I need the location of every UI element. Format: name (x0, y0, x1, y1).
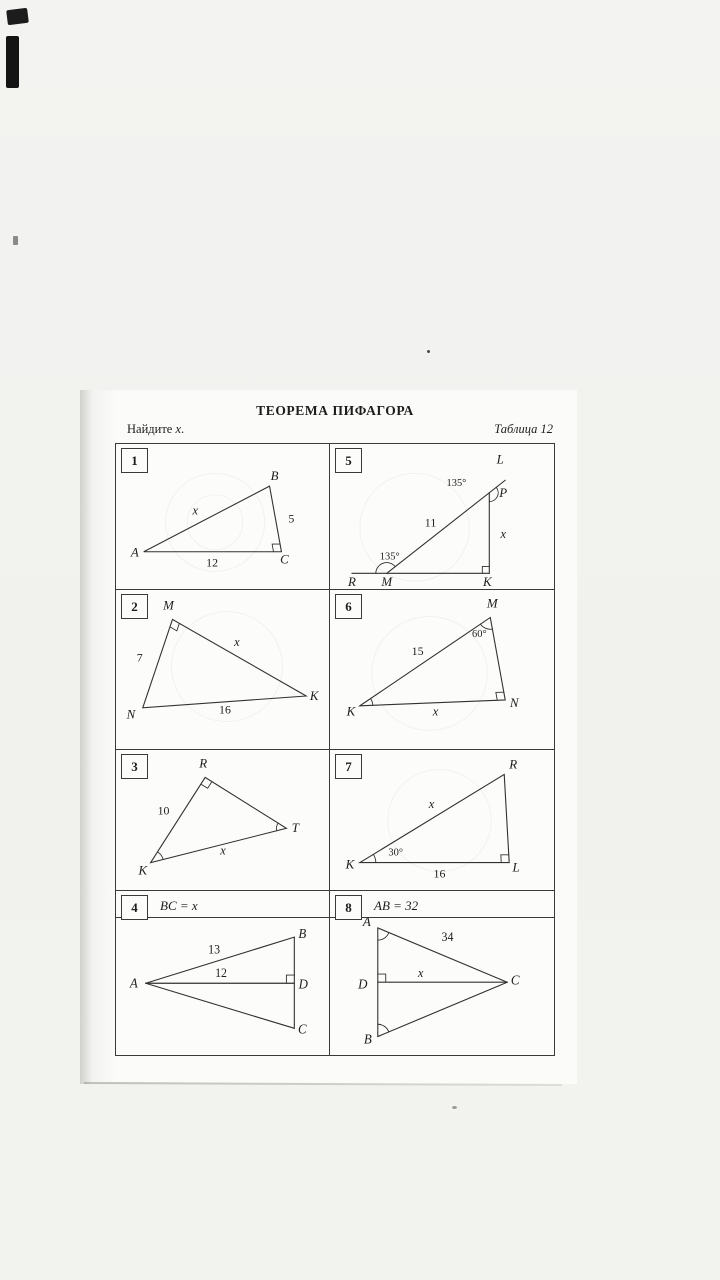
vertex-label-K: K (138, 863, 148, 878)
side-label-12: 12 (215, 965, 227, 981)
problem-cell-2 (116, 590, 330, 750)
scan-artifact-dot (427, 350, 430, 353)
vertex-label-M: M (163, 598, 174, 613)
vertex-label-N: N (126, 707, 136, 722)
vertex-label-C: C (280, 552, 289, 567)
side-label-12: 12 (206, 555, 219, 570)
vertex-label-B: B (363, 1031, 372, 1047)
segment-BC (378, 982, 507, 1036)
angle-label-60: 60° (472, 629, 487, 641)
segment-MPL (387, 480, 508, 573)
vertex-label-A: A (129, 975, 138, 991)
vertex-label-B: B (270, 469, 279, 484)
figure-problem-5 (330, 444, 554, 589)
vertex-label-C: C (510, 972, 520, 988)
angle-arc-K (373, 854, 375, 862)
angle-arc-B (378, 1024, 389, 1032)
vertex-label-M: M (486, 596, 498, 611)
right-angle-marker (482, 566, 489, 573)
vertex-label-K: K (345, 857, 355, 872)
side-label-x: x (234, 634, 240, 649)
side-label-x: x (428, 796, 435, 811)
angle-label-135-bottom: 135° (379, 551, 400, 563)
vertex-label-R: R (347, 575, 356, 589)
problem-number-3: 3 (121, 754, 148, 779)
problem-cell-3 (116, 750, 330, 891)
vertex-label-T: T (291, 821, 299, 836)
vertex-label-B: B (298, 925, 307, 942)
scan-artifact-mark (6, 36, 19, 88)
problem-cell-7 (330, 750, 554, 891)
scan-artifact-mark (6, 8, 29, 25)
vertex-label-A: A (362, 913, 371, 929)
segment-AC (146, 983, 295, 1028)
problem-number-7: 7 (335, 754, 362, 779)
scan-ghost-artifact (360, 473, 470, 581)
right-angle-marker (286, 975, 294, 983)
problem-cell-5 (330, 444, 554, 590)
problem-cell-8 (330, 891, 554, 1055)
right-angle-marker (272, 544, 280, 552)
angle-label-30: 30° (388, 847, 404, 859)
side-label-5: 5 (288, 511, 295, 526)
problem-number-8: 8 (335, 895, 362, 920)
side-label-x: x (220, 843, 226, 858)
side-label-13: 13 (208, 942, 221, 957)
triangle-outline (151, 777, 287, 862)
task-instruction (127, 422, 184, 437)
right-angle-marker (378, 974, 386, 982)
vertex-label-M: M (381, 575, 393, 589)
angle-arc-K (371, 699, 373, 706)
side-label-x: x (192, 503, 199, 518)
scan-ghost-artifact (388, 770, 492, 872)
problem-number-1: 1 (121, 448, 148, 473)
vertex-label-R: R (199, 756, 208, 771)
figure-problem-7 (330, 750, 554, 890)
task-instruction-period: . (181, 422, 185, 436)
right-angle-marker (496, 692, 504, 700)
scan-ghost-artifact (372, 617, 487, 731)
vertex-label-L: L (496, 452, 504, 467)
page-subheader (115, 422, 555, 437)
figure-problem-6 (330, 590, 554, 749)
side-label-x: x (432, 704, 439, 719)
table-caption: Таблица 12 (494, 422, 553, 436)
problem-cell-1 (116, 444, 330, 590)
vertex-label-K: K (346, 704, 356, 719)
problem-cell-4 (116, 891, 330, 1055)
vertex-label-D: D (358, 976, 368, 992)
vertex-label-K: K (309, 688, 319, 703)
task-instruction-variable: x (175, 422, 182, 436)
right-angle-marker (170, 623, 179, 630)
right-angle-marker (201, 782, 212, 789)
problem-cell-6 (330, 590, 554, 750)
angle-label-135-top: 135° (446, 478, 467, 490)
problem-number-4: 4 (121, 895, 148, 920)
textbook-page (80, 390, 577, 1084)
given-equation: AB = 32 (330, 895, 554, 918)
scan-artifact-mark (13, 236, 18, 245)
side-label-x: x (417, 965, 424, 981)
side-label-16: 16 (433, 866, 446, 881)
vertex-label-R: R (509, 757, 518, 772)
triangle-outline (143, 619, 306, 707)
vertex-label-C: C (297, 1021, 307, 1037)
problem-number-2: 2 (121, 594, 148, 619)
problem-number-6: 6 (335, 594, 362, 619)
vertex-label-K: K (482, 575, 492, 589)
vertex-label-P: P (499, 485, 508, 500)
side-label-7: 7 (136, 650, 143, 665)
side-label-11: 11 (424, 515, 437, 530)
side-label-16: 16 (219, 702, 231, 717)
angle-arc-A (378, 933, 389, 941)
problem-number-5: 5 (335, 448, 362, 473)
scan-artifact-dot (452, 1106, 457, 1109)
problems-table (115, 443, 555, 1056)
triangle-outline (360, 774, 509, 862)
side-label-34: 34 (441, 930, 454, 945)
vertex-label-N: N (509, 695, 519, 710)
side-label-10: 10 (157, 803, 170, 818)
angle-arc-K (158, 852, 164, 860)
right-angle-marker (501, 855, 509, 863)
vertex-label-A: A (130, 545, 139, 560)
page-title: ТЕОРЕМА ПИФАГОРА (256, 403, 414, 418)
side-label-x: x (500, 527, 506, 542)
angle-arc-T (276, 823, 278, 831)
task-instruction-text: Найдите (127, 422, 176, 436)
vertex-label-L: L (512, 860, 520, 875)
given-equation: BC = x (116, 895, 329, 918)
side-label-15: 15 (411, 643, 424, 658)
vertex-label-D: D (298, 976, 308, 992)
